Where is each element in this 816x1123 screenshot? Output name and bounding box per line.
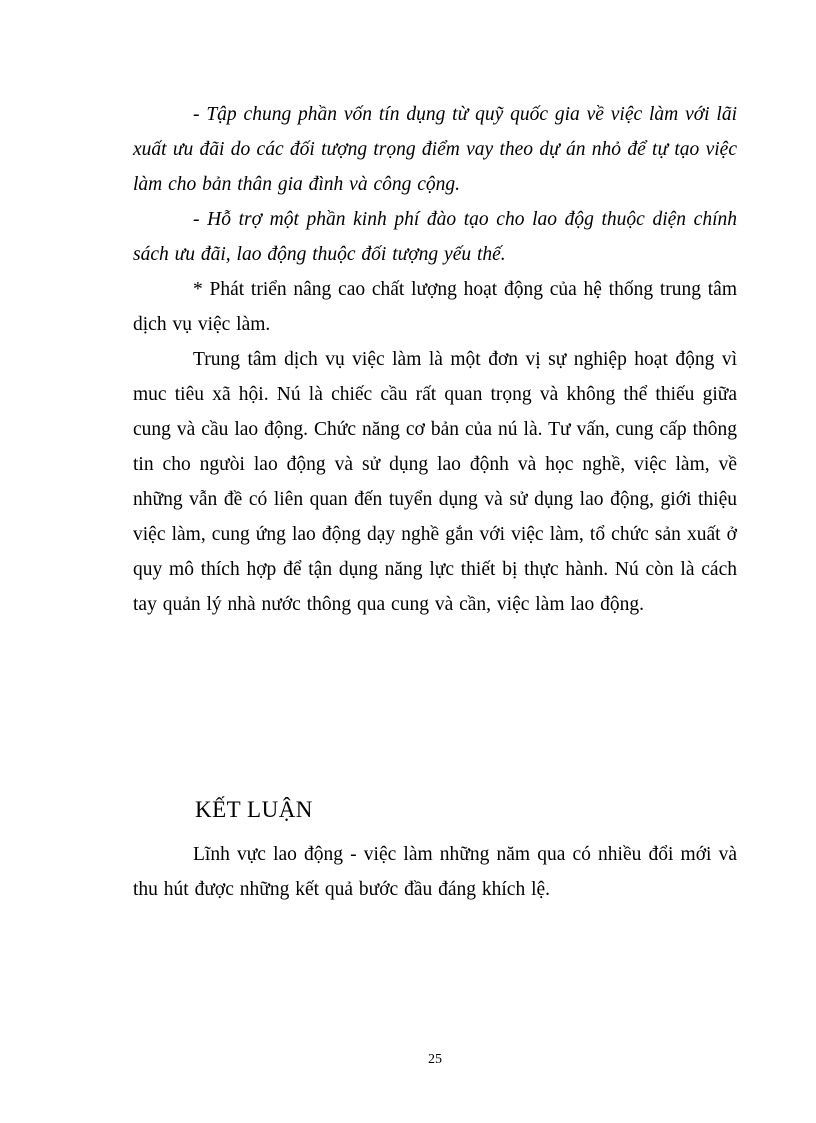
section-heading-ket-luan: KẾT LUẬN bbox=[195, 797, 313, 822]
paragraph-linh-vuc-lao-dong: Lĩnh vực lao động - việc làm những năm qua có nhiều đổi mới và thu hút được những kết quả bước đầu đáng khích lệ. bbox=[133, 844, 737, 900]
paragraph-phat-trien-trung-tam: * Phát triển nâng cao chất lượng hoạt động của hệ thống trung tâm dịch vụ việc làm. bbox=[133, 279, 737, 335]
page-number: 25 bbox=[428, 1052, 442, 1067]
page-footer bbox=[133, 1050, 737, 1068]
paragraph-trung-tam-dich-vu: Trung tâm dịch vụ việc làm là một đơn vị sự nghiệp hoạt động vì muc tiêu xã hội. Nú là chiếc cầu rất quan trọng và không thể thiếu giữa cung và cầu lao động. Chức năng cơ bản của nú là. Tư vấn, cung cấp thông tin cho ngưòi lao động và sử dụng lao độnh và học nghề, việc làm, về những vẫn đề có liên quan đến tuyển dụng và sử dụng lao động, giới thiệu việc làm, cung ứng lao động dạy nghề gắn với việc làm, tổ chức sản xuất ở quy mô thích hợp để tận dụng năng lực thiết bị thực hành. Nú còn là cách tay quản lý nhà nước thông qua cung và cần, việc làm lao động. bbox=[133, 349, 737, 615]
page-content bbox=[133, 97, 737, 907]
paragraph-ho-tro-kinh-phi: - Hỗ trợ một phần kinh phí đào tạo cho lao độg thuộc diện chính sách ưu đãi, lao động thuộc đối tượng yếu thế. bbox=[133, 209, 737, 265]
paragraph-von-tin-dung: - Tập chung phần vốn tín dụng từ quỹ quốc gia về việc làm với lãi xuất ưu đãi do các đối tượng trọng điểm vay theo dự án nhỏ để tự tạo việc làm cho bản thân gia đình và công cộng. bbox=[133, 104, 737, 195]
